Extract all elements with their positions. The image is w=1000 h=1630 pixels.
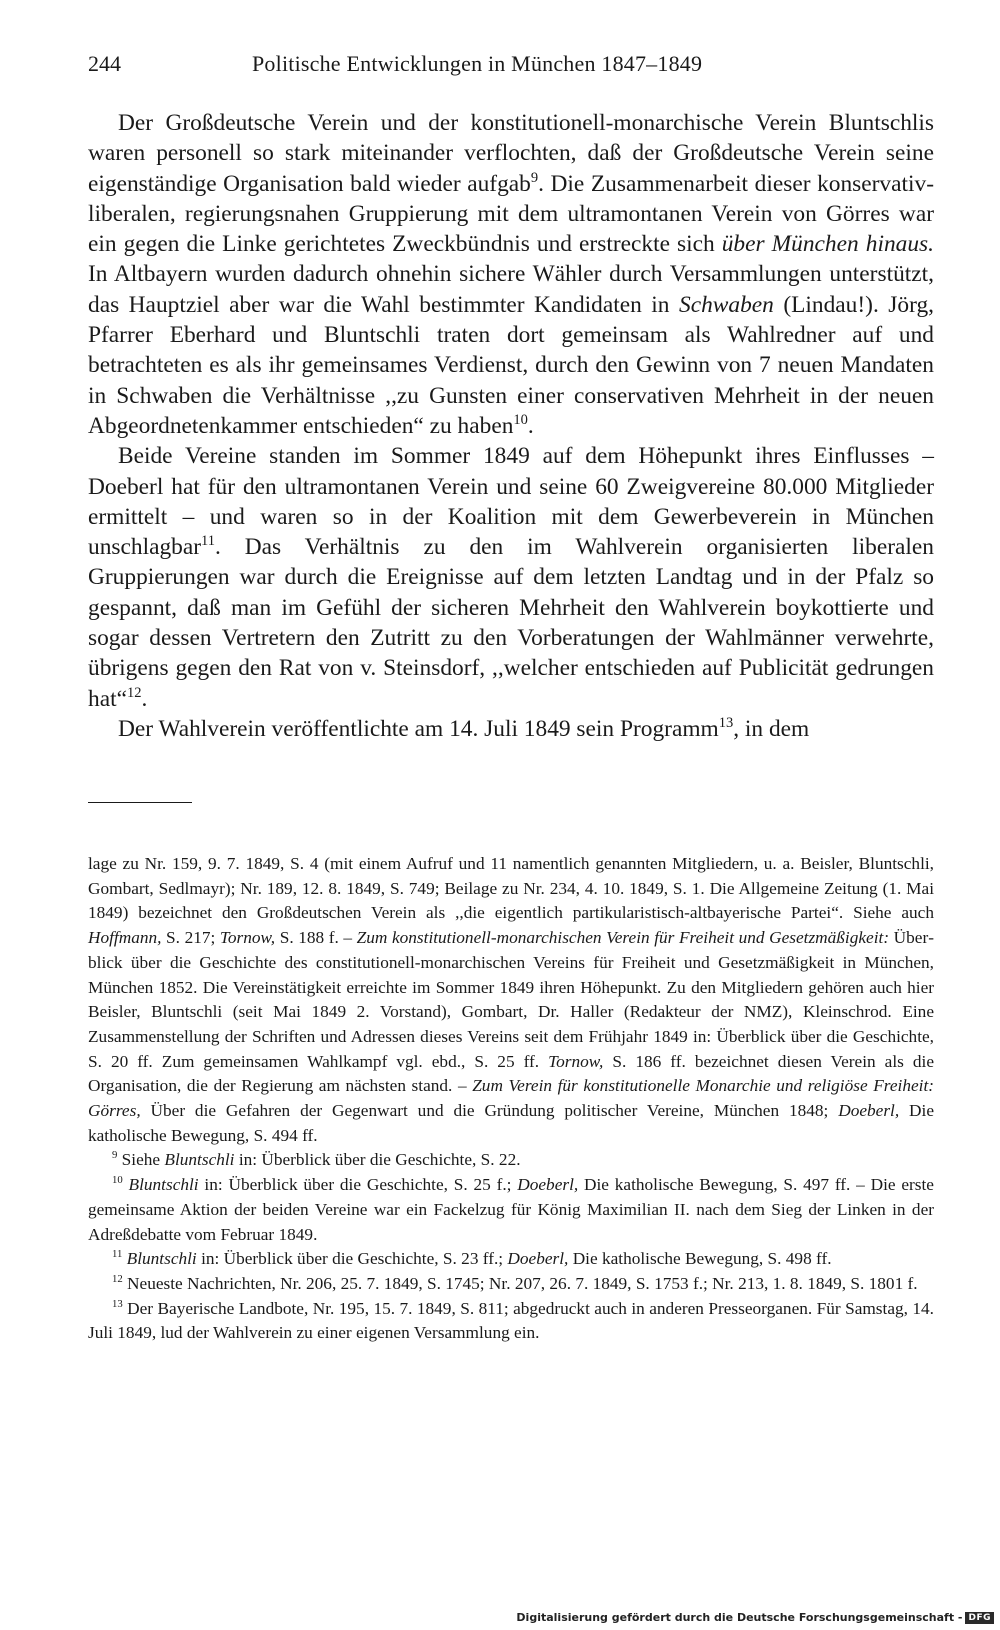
footnote-ref: 11 [112,1248,123,1261]
italic-text: Hoffmann, [88,928,162,948]
italic-text: Tornow, [219,928,276,948]
footnote-ref: 9 [112,1149,118,1162]
running-title: Politische Entwicklungen in München 1847–1849 [252,51,703,76]
footnote-ref: 10 [112,1174,123,1187]
footnote-11: $^{11}$ Bluntschli in: Überblick über die Geschichte, S. 23 ff.; Doeberl, Die katholische Bewegung, S. 498 ff. [112,1248,832,1269]
credit-text: Digitalisierung gefördert durch die Deutsche Forschungsgemeinschaft - [516,1611,963,1624]
italic-text: Doeberl, [507,1249,569,1269]
footnote-ref: 13 [718,715,734,732]
footnote-ref: 10 [513,412,528,429]
italic-text: Zum konstitutionell-monarchischen Verein für Freiheit und Gesetzmäßigkeit: [356,928,890,948]
italic-text: Tornow, [548,1051,604,1071]
paragraph: Der Großdeutsche Verein und der konstitutionell-monarchische Verein Bluntschlis waren personell so stark miteinander verflochten, daß der Großdeutsche Verein seine eigenständige Organisation bald wieder aufgab$^9$. Die Zusammenarbeit dieser konservativ-liberalen, regierungsnahen Gruppierung mit dem ultramontanen Verein von Görres war ein gegen die Linke gerichtetes Zweckbündnis und erstreckte sich über München hinaus. In Altbayern wurden dadurch ohnehin sichere Wähler durch Versammlungen unterstützt, das Hauptziel aber war die Wahl bestimmter Kandidaten in Schwaben (Lindau!). Jörg, Pfarrer Eberhard und Bluntschli traten dort gemeinsam als Wahlredner auf und betrachteten es als ihr gemeinsames Verdienst, durch den Gewinn von 7 neuen Mandaten in Schwaben die Verhältnisse ,,zu Gunsten einer conservativen Mehrheit in der neuen Abgeordnetenkammer entschieden“ zu haben$^{10}$. [88,110,934,439]
footnote-divider [88,802,192,803]
footnote-13: $^{13}$ Der Bayerische Landbote, Nr. 195, 15. 7. 1849, S. 811; abgedruckt auch in anderen Presseorganen. Für Samstag, 14. Juli 1849, lud der Wahlverein zu einer eigenen Versammlung ein. [88,1297,934,1343]
footnote-ref: 12 [112,1273,123,1286]
paragraph: Beide Vereine standen im Sommer 1849 auf dem Höhepunkt ihres Einflusses – Doeberl hat für den ultramontanen Verein und seine 60 Zweigvereine 80.000 Mitglieder ermittelt – und waren so in der Koalition mit dem Gewerbeverein in München unschlagbar$^{11}$. Das Verhältnis zu den im Wahlverein organisierten liberalen Gruppierungen war durch die Ereignisse auf dem letzten Landtag und in der Pfalz so gespannt, daß man im Gefühl der sicheren Mehrheit den Wahlverein boykottierte und sogar dessen Vertretern den Zutritt zu den Vorberatungen der Wahlmänner verwehrte, übrigens gegen den Rat von v. Steinsdorf, ,,welcher entschieden auf Publicität gedrungen hat“$^{12}$. [88,443,934,712]
main-text [88,108,934,744]
digitization-credit [516,1611,994,1624]
footnote-9: $^9$ Siehe Bluntschli in: Überblick über die Geschichte, S. 22. [112,1149,521,1170]
footnotes [88,852,934,1346]
italic-text: Schwaben [679,291,774,318]
footnote-ref: 12 [126,684,142,701]
italic-text: Bluntschli [128,1175,199,1195]
paragraph: Der Wahlverein veröffentlichte am 14. Juli 1849 sein Programm$^{13}$, in dem [118,715,810,742]
footnote-continuation: lage zu Nr. 159, 9. 7. 1849, S. 4 (mit einem Aufruf und 11 namentlich genannten Mitgliedern, u. a. Beisler, Bluntschli, Gombart, Sedlmayr); Nr. 189, 12. 8. 1849, S. 749; Beilage zu Nr. 234, 4. 10. 1849, S. 1. Die Allgemeine Zeitung (1. Mai 1849) bezeichnet den Großdeutschen Verein als ,,die eigentlich partikularistisch-altbayerische Partei“. Siehe auch Hoffmann, S. 217; Tornow, S. 188 f. – Zum konstitutionell-monarchischen Verein für Freiheit und Gesetzmäßigkeit: Überblick über die Geschichte des constitutionell-monarchischen Vereins für Freiheit und Gesetzmäßigkeit in München, München 1852. Die Vereinstätigkeit erreichte im Sommer 1849 ihren Höhepunkt. Zu den Mitgliedern gehören auch hier Beisler, Bluntschli (seit Mai 1849 2. Vorstand), Gombart, Dr. Haller (Redakteur der NMZ), Kleinschrod. Eine Zusammenstellung der Schriften und Adressen dieses Vereins seit dem Frühjahr 1849 in: Überblick über die Geschichte, S. 20 ff. Zum gemeinsamen Wahlkampf vgl. ebd., S. 25 ff. Tornow, S. 186 ff. bezeichnet diesen Verein als die Organisation, die der Regierung am nächsten stand. – Zum Verein für konstitutionelle Monarchie und religiöse Freiheit: Görres, Über die Gefahren der Gegenwart und die Gründung politischer Vereine, München 1848; Doeberl, Die katholische Bewegung, S. 494 ff. [88,854,934,1145]
italic-text: Bluntschli [164,1150,235,1170]
dfg-logo-icon: DFG [965,1612,994,1624]
italic-text: Doeberl, [838,1101,900,1121]
footnote-ref: 11 [201,533,215,550]
footnote-10: $^{10}$ Bluntschli in: Überblick über die Geschichte, S. 25 f.; Doeberl, Die katholische Bewegung, S. 497 ff. – Die erste gemeinsame Aktion der beiden Vereine war ein Fackelzug für König Maximilian II. nach dem Sieg der Linken in der Adreßdebatte vom Februar 1849. [88,1174,934,1244]
footnote-ref: 13 [112,1297,123,1310]
footnote-12: $^{12}$ Neueste Nachrichten, Nr. 206, 25. 7. 1849, S. 1745; Nr. 207, 26. 7. 1849, S. 1753 f.; Nr. 213, 1. 8. 1849, S. 1801 f. [112,1273,918,1293]
italic-text: Bluntschli [126,1249,197,1269]
italic-text: Doeberl, [517,1175,579,1195]
page-number: 244 [88,51,121,76]
footnote-ref: 9 [530,169,539,186]
italic-text: über München hinaus. [721,231,934,258]
italic-text: Zum Verein für konstitutionelle Monarchie und religiöse Freiheit: Görres, [88,1076,934,1121]
